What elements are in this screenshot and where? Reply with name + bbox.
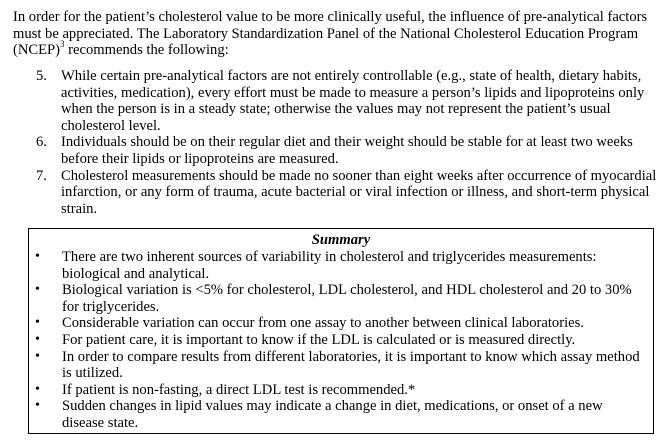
bullet-icon: • xyxy=(35,282,40,298)
summary-item-text: For patient care, it is important to know if the LDL is calculated or is measured directly. xyxy=(62,331,576,348)
summary-title: Summary xyxy=(311,232,371,248)
intro-paragraph xyxy=(13,9,663,59)
summary-box xyxy=(28,228,654,434)
bullet-icon: • xyxy=(35,348,40,364)
intro-text: In order for the patient’s cholesterol value to be more clinically useful, the influence of pre-analytical factors must be appreciated. The Laboratory Standardization Panel of the National Cholesterol Education Program (NCEP) xyxy=(13,9,648,59)
bullet-icon: • xyxy=(35,398,40,414)
recommendation-item xyxy=(36,168,668,218)
summary-item xyxy=(35,249,645,282)
summary-item-text: Biological variation is <5% for cholesterol, LDL cholesterol, and HDL cholesterol and 20 to 30% for triglycerides. xyxy=(62,282,632,315)
summary-item xyxy=(35,315,645,332)
summary-item-text: Sudden changes in lipid values may indicate a change in diet, medications, or onset of a new disease state. xyxy=(62,398,603,431)
item-text: Individuals should be on their regular diet and their weight should be stable for at least two weeks before their lipids or lipoproteins are measured. xyxy=(61,134,633,167)
bullet-icon: • xyxy=(35,331,40,347)
summary-item-text: Considerable variation can occur from one assay to another between clinical laboratories. xyxy=(62,315,584,332)
recommendations-list xyxy=(36,68,668,217)
item-text: While certain pre-analytical factors are not entirely controllable (e.g., state of health, dietary habits, activities, medication), every effort must be made to measure a person’s lipids and lipoproteins only when the person is in a steady state; otherwise the values may not represent the patient’s usual cholesterol level. xyxy=(61,68,645,134)
summary-item xyxy=(35,332,645,349)
reference-superscript: 3 xyxy=(60,39,65,50)
bullet-icon: • xyxy=(35,315,40,331)
intro-text-end: recommends the following: xyxy=(64,42,229,59)
summary-item-text: There are two inherent sources of variability in cholesterol and triglycerides measurements: biological and analytical. xyxy=(62,249,597,282)
item-number: 5. xyxy=(36,68,47,84)
summary-item-text: In order to compare results from different laboratories, it is important to know which assay method is utilized. xyxy=(62,348,640,382)
summary-item xyxy=(35,282,645,315)
bullet-icon: • xyxy=(35,249,40,264)
item-number: 7. xyxy=(36,167,47,184)
summary-item xyxy=(35,382,645,399)
bullet-icon: • xyxy=(35,381,40,397)
summary-item xyxy=(35,349,645,382)
summary-item-text: If patient is non-fasting, a direct LDL test is recommended.* xyxy=(62,381,416,398)
item-text: Cholesterol measurements should be made no sooner than eight weeks after occurrence of myocardial infarction, or any form of trauma, acute bacterial or viral infection or illness, and short-term physical strain. xyxy=(61,167,657,217)
summary-list xyxy=(35,249,645,432)
recommendation-item xyxy=(36,134,668,167)
recommendation-item xyxy=(36,68,668,134)
item-number: 6. xyxy=(36,134,47,151)
summary-item xyxy=(35,398,645,431)
